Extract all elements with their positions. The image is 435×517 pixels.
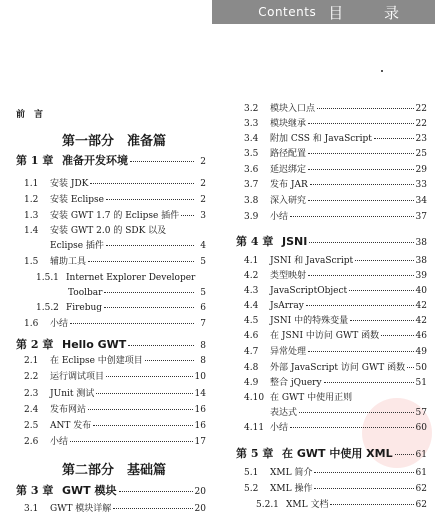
toc-section-entry xyxy=(244,467,427,479)
toc-entry-title: Eclipse 插件 xyxy=(50,241,104,251)
toc-entry-number: 3.3 xyxy=(244,119,259,129)
toc-dot-leader xyxy=(145,360,194,361)
toc-dot-leader xyxy=(119,491,193,492)
toc-entry-page: 14 xyxy=(194,389,206,399)
toc-dot-leader xyxy=(299,412,414,413)
toc-dot-leader xyxy=(308,153,414,154)
toc-entry-number: 1.6 xyxy=(24,319,39,329)
toc-entry-title: 模块入口点 xyxy=(270,104,316,114)
toc-entry-page: 33 xyxy=(415,180,427,190)
toc-entry-title: 在 GWT 中使用正则 xyxy=(270,393,353,403)
toc-entry-title: 辅助工具 xyxy=(50,257,87,267)
toc-entry-number: 第 5 章 xyxy=(236,447,274,460)
toc-section-entry xyxy=(244,270,427,282)
toc-entry-page: 39 xyxy=(415,271,427,281)
toc-entry-title: GWT 模块详解 xyxy=(50,504,112,514)
toc-entry-number: 第 2 章 xyxy=(16,338,54,351)
toc-dot-leader xyxy=(308,200,414,201)
toc-entry-page: 20 xyxy=(194,504,206,514)
toc-entry-title: 安装 Eclipse xyxy=(50,195,104,205)
toc-entry-title: JavaScriptObject xyxy=(270,286,348,296)
toc-section-entry xyxy=(244,255,427,267)
preface-entry: 前 言 xyxy=(16,110,44,120)
toc-section-entry xyxy=(256,499,427,511)
toc-entry-title: 附加 CSS 和 JavaScript xyxy=(270,134,372,144)
toc-entry-number: 3.7 xyxy=(244,180,259,190)
toc-section-entry xyxy=(244,103,427,115)
toc-entry-title: 深入研究 xyxy=(270,196,307,206)
toc-section-entry xyxy=(24,503,206,515)
toc-entry-number: 1.4 xyxy=(24,226,39,236)
toc-entry-number: 4.4 xyxy=(244,301,259,311)
toc-dot-leader xyxy=(308,351,414,352)
toc-dot-leader xyxy=(106,199,194,200)
toc-entry-number: 2.6 xyxy=(24,437,39,447)
toc-entry-number: 4.8 xyxy=(244,363,259,373)
toc-entry-page: 61 xyxy=(415,468,427,478)
toc-dot-leader xyxy=(290,216,414,217)
toc-entry-page: 17 xyxy=(194,437,206,447)
toc-dot-leader xyxy=(314,472,413,473)
toc-section-entry xyxy=(244,300,427,312)
toc-section-entry xyxy=(36,272,206,284)
toc-entry-number: 4.5 xyxy=(244,316,259,326)
toc-section-entry xyxy=(244,133,427,145)
toc-entry-page: 49 xyxy=(415,347,427,357)
toc-section-entry xyxy=(244,377,427,389)
toc-dot-leader xyxy=(181,215,194,216)
toc-entry-title: 安装 JDK xyxy=(50,179,89,189)
toc-entry-number: 4.2 xyxy=(244,271,259,281)
part-two-title: 第二部分 基础篇 xyxy=(61,463,166,478)
toc-entry-number: 4.1 xyxy=(244,256,259,266)
toc-entry-title: 类型映射 xyxy=(270,271,307,281)
toc-entry-page: 8 xyxy=(200,356,206,366)
toc-entry-page: 61 xyxy=(415,450,427,460)
toc-dot-leader xyxy=(381,335,413,336)
toc-dot-leader xyxy=(90,183,194,184)
toc-dot-leader xyxy=(309,242,413,243)
toc-entry-page: 38 xyxy=(415,256,427,266)
toc-dot-leader xyxy=(317,108,414,109)
toc-dot-leader xyxy=(88,409,193,410)
toc-dot-leader xyxy=(306,305,414,306)
toc-entry-title: JSNI xyxy=(282,235,308,248)
toc-entry-title: 表达式 xyxy=(270,408,298,418)
toc-entry-number: 第 4 章 xyxy=(236,235,274,248)
toc-entry-title: 准备开发环境 xyxy=(62,154,128,167)
toc-entry-page: 10 xyxy=(194,372,206,382)
toc-entry-page: 25 xyxy=(415,149,427,159)
toc-entry-number: 3.8 xyxy=(244,196,259,206)
toc-dot-leader xyxy=(104,292,194,293)
toc-entry-title: JSNI 和 JavaScript xyxy=(270,256,354,266)
toc-entry-title: 小结 xyxy=(50,319,69,329)
toc-entry-title: Firebug xyxy=(66,303,103,313)
toc-entry-number: 3.5 xyxy=(244,149,259,159)
toc-section-entry xyxy=(24,436,206,448)
toc-entry-page: 57 xyxy=(415,408,427,418)
toc-entry-number: 2.3 xyxy=(24,389,39,399)
toc-entry-title: JsArray xyxy=(270,301,304,311)
toc-entry-page: 62 xyxy=(415,484,427,494)
toc-section-entry xyxy=(244,285,427,297)
toc-dot-leader xyxy=(290,427,414,428)
toc-entry-title: 发布 JAR xyxy=(270,180,308,190)
toc-section-entry xyxy=(24,420,206,432)
toc-dot-leader xyxy=(395,454,414,455)
toc-entry-number: 4.10 xyxy=(244,393,265,403)
toc-dot-leader xyxy=(88,261,194,262)
toc-entry-title: 外部 JavaScript 访问 GWT 函数 xyxy=(270,363,406,373)
toc-entry-number: 第 1 章 xyxy=(16,154,54,167)
toc-section-entry xyxy=(24,194,206,206)
toc-entry-title: 异常处理 xyxy=(270,347,307,357)
toc-entry-page: 37 xyxy=(415,212,427,222)
toc-dot-leader xyxy=(104,307,194,308)
toc-section-entry xyxy=(68,287,206,299)
toc-dot-leader xyxy=(407,367,413,368)
toc-entry-page: 2 xyxy=(200,179,206,189)
toc-entry-number: 2.4 xyxy=(24,405,39,415)
toc-entry-page: 16 xyxy=(194,405,206,415)
toc-entry-number: 1.2 xyxy=(24,195,39,205)
toc-entry-page: 62 xyxy=(415,500,427,510)
toc-dot-leader xyxy=(310,184,414,185)
toc-entry-number: 第 3 章 xyxy=(16,484,54,497)
toc-section-entry xyxy=(244,362,427,374)
toc-entry-title: 整合 jQuery xyxy=(270,378,322,388)
toc-section-entry xyxy=(244,346,427,358)
toc-entry-number: 1.3 xyxy=(24,211,39,221)
toc-dot-leader xyxy=(324,382,414,383)
toc-section-entry xyxy=(244,392,427,404)
toc-entry-page: 6 xyxy=(200,303,206,313)
toc-dot-leader xyxy=(308,169,414,170)
toc-section-entry xyxy=(24,355,206,367)
toc-dot-leader xyxy=(70,323,194,324)
toc-dot-leader xyxy=(106,245,194,246)
toc-section-entry xyxy=(24,225,206,237)
toc-entry-title: 小结 xyxy=(50,437,69,447)
toc-entry-page: 20 xyxy=(194,487,206,497)
toc-entry-title: 延迟绑定 xyxy=(270,165,307,175)
toc-entry-page: 23 xyxy=(415,134,427,144)
toc-dot-leader xyxy=(93,425,192,426)
toc-section-entry xyxy=(244,164,427,176)
toc-entry-page: 4 xyxy=(200,241,206,251)
toc-entry-number: 5.2 xyxy=(244,484,259,494)
toc-section-entry xyxy=(24,256,206,268)
toc-entry-title: 安装 GWT 2.0 的 SDK 以及 xyxy=(50,226,167,236)
toc-section-entry xyxy=(244,330,427,342)
toc-entry-page: 2 xyxy=(200,195,206,205)
toc-entry-title: 在 GWT 中使用 XML xyxy=(282,447,393,460)
toc-entry-page: 51 xyxy=(415,378,427,388)
toc-entry-title: 在 JSNI 中访问 GWT 函数 xyxy=(270,331,380,341)
toc-entry-title: ANT 发布 xyxy=(50,421,92,431)
toc-entry-title: 发布网站 xyxy=(50,405,87,415)
toc-entry-page: 22 xyxy=(415,104,427,114)
part-one-title: 第一部分 准备篇 xyxy=(61,134,166,149)
speck xyxy=(381,70,383,72)
toc-entry-title: 路径配置 xyxy=(270,149,307,159)
toc-dot-leader xyxy=(330,504,413,505)
toc-entry-number: 3.4 xyxy=(244,134,259,144)
toc-entry-number: 1.5.1 xyxy=(36,273,59,283)
toc-entry-number: 4.9 xyxy=(244,378,259,388)
toc-dot-leader xyxy=(308,275,414,276)
toc-entry-page: 38 xyxy=(415,238,427,248)
toc-entry-number: 2.1 xyxy=(24,356,39,366)
toc-entry-title: 小结 xyxy=(270,212,289,222)
toc-section-entry xyxy=(244,422,427,434)
toc-dot-leader xyxy=(130,161,194,162)
toc-entry-title: GWT 模块 xyxy=(62,484,117,497)
header-title-zh: 目 录 xyxy=(328,3,417,22)
toc-section-entry xyxy=(244,179,427,191)
toc-entry-title: Internet Explorer Developer xyxy=(66,273,196,283)
toc-entry-number: 3.1 xyxy=(24,504,39,514)
toc-entry-page: 50 xyxy=(415,363,427,373)
toc-chapter-entry xyxy=(236,235,427,250)
toc-entry-page: 8 xyxy=(200,341,206,351)
toc-dot-leader xyxy=(350,320,413,321)
toc-entry-page: 5 xyxy=(200,288,206,298)
toc-dot-leader xyxy=(106,376,193,377)
toc-chapter-entry xyxy=(16,484,206,499)
toc-section-entry xyxy=(24,404,206,416)
toc-entry-number: 3.6 xyxy=(244,165,259,175)
toc-entry-number: 4.11 xyxy=(244,423,265,433)
toc-dot-leader xyxy=(70,441,193,442)
toc-dot-leader xyxy=(113,508,192,509)
toc-section-entry xyxy=(244,195,427,207)
toc-chapter-entry xyxy=(16,338,206,353)
toc-entry-page: 42 xyxy=(415,301,427,311)
toc-entry-number: 3.2 xyxy=(244,104,259,114)
toc-entry-number: 5.1 xyxy=(244,468,259,478)
toc-entry-number: 5.2.1 xyxy=(256,500,279,510)
toc-entry-title: 安装 GWT 1.7 的 Eclipse 插件 xyxy=(50,211,180,221)
toc-entry-title: JUnit 测试 xyxy=(50,389,95,399)
toc-entry-page: 40 xyxy=(415,286,427,296)
toc-entry-title: Toolbar xyxy=(68,288,103,298)
toc-entry-title: JSNI 中的特殊变量 xyxy=(270,316,349,326)
toc-entry-title: Hello GWT xyxy=(62,338,127,351)
toc-section-entry xyxy=(36,302,206,314)
toc-entry-title: 运行调试项目 xyxy=(50,372,105,382)
toc-entry-page: 29 xyxy=(415,165,427,175)
toc-dot-leader xyxy=(374,138,414,139)
toc-dot-leader xyxy=(349,290,413,291)
toc-dot-leader xyxy=(128,345,194,346)
toc-chapter-entry xyxy=(236,447,427,462)
toc-section-entry xyxy=(244,315,427,327)
toc-chapter-entry xyxy=(16,154,206,169)
toc-section-entry xyxy=(244,211,427,223)
toc-entry-number: 1.5.2 xyxy=(36,303,59,313)
toc-entry-title: XML 简介 xyxy=(270,468,313,478)
toc-entry-page: 46 xyxy=(415,331,427,341)
toc-entry-number: 4.7 xyxy=(244,347,259,357)
toc-entry-page: 7 xyxy=(200,319,206,329)
toc-section-entry xyxy=(24,371,206,383)
toc-entry-number: 1.5 xyxy=(24,257,39,267)
toc-dot-leader xyxy=(308,123,414,124)
toc-section-entry xyxy=(24,388,206,400)
toc-entry-page: 22 xyxy=(415,119,427,129)
toc-section-entry xyxy=(24,318,206,330)
toc-entry-page: 42 xyxy=(415,316,427,326)
toc-entry-page: 3 xyxy=(200,211,206,221)
toc-entry-page: 2 xyxy=(200,157,206,167)
header-title-en: Contents xyxy=(258,5,317,19)
toc-section-entry xyxy=(244,148,427,160)
toc-entry-page: 34 xyxy=(415,196,427,206)
toc-entry-title: XML 操作 xyxy=(270,484,313,494)
toc-section-entry xyxy=(244,483,427,495)
toc-entry-title: XML 文档 xyxy=(286,500,329,510)
toc-section-entry xyxy=(24,178,206,190)
toc-entry-title: 模块继承 xyxy=(270,119,307,129)
toc-entry-number: 2.2 xyxy=(24,372,39,382)
toc-section-entry xyxy=(50,240,206,252)
toc-entry-number: 1.1 xyxy=(24,179,39,189)
toc-entry-title: 小结 xyxy=(270,423,289,433)
toc-dot-leader xyxy=(96,393,192,394)
toc-section-entry xyxy=(24,210,206,222)
toc-section-entry xyxy=(244,118,427,130)
toc-dot-leader xyxy=(314,488,413,489)
toc-dot-leader xyxy=(355,260,413,261)
toc-entry-page: 60 xyxy=(415,423,427,433)
toc-entry-page: 16 xyxy=(194,421,206,431)
toc-section-entry xyxy=(270,407,427,419)
toc-entry-title: 在 Eclipse 中创建项目 xyxy=(50,356,143,366)
toc-entry-page: 5 xyxy=(200,257,206,267)
contents-header xyxy=(212,0,435,24)
toc-entry-number: 4.3 xyxy=(244,286,259,296)
toc-entry-number: 3.9 xyxy=(244,212,259,222)
toc-entry-number: 4.6 xyxy=(244,331,259,341)
toc-entry-number: 2.5 xyxy=(24,421,39,431)
